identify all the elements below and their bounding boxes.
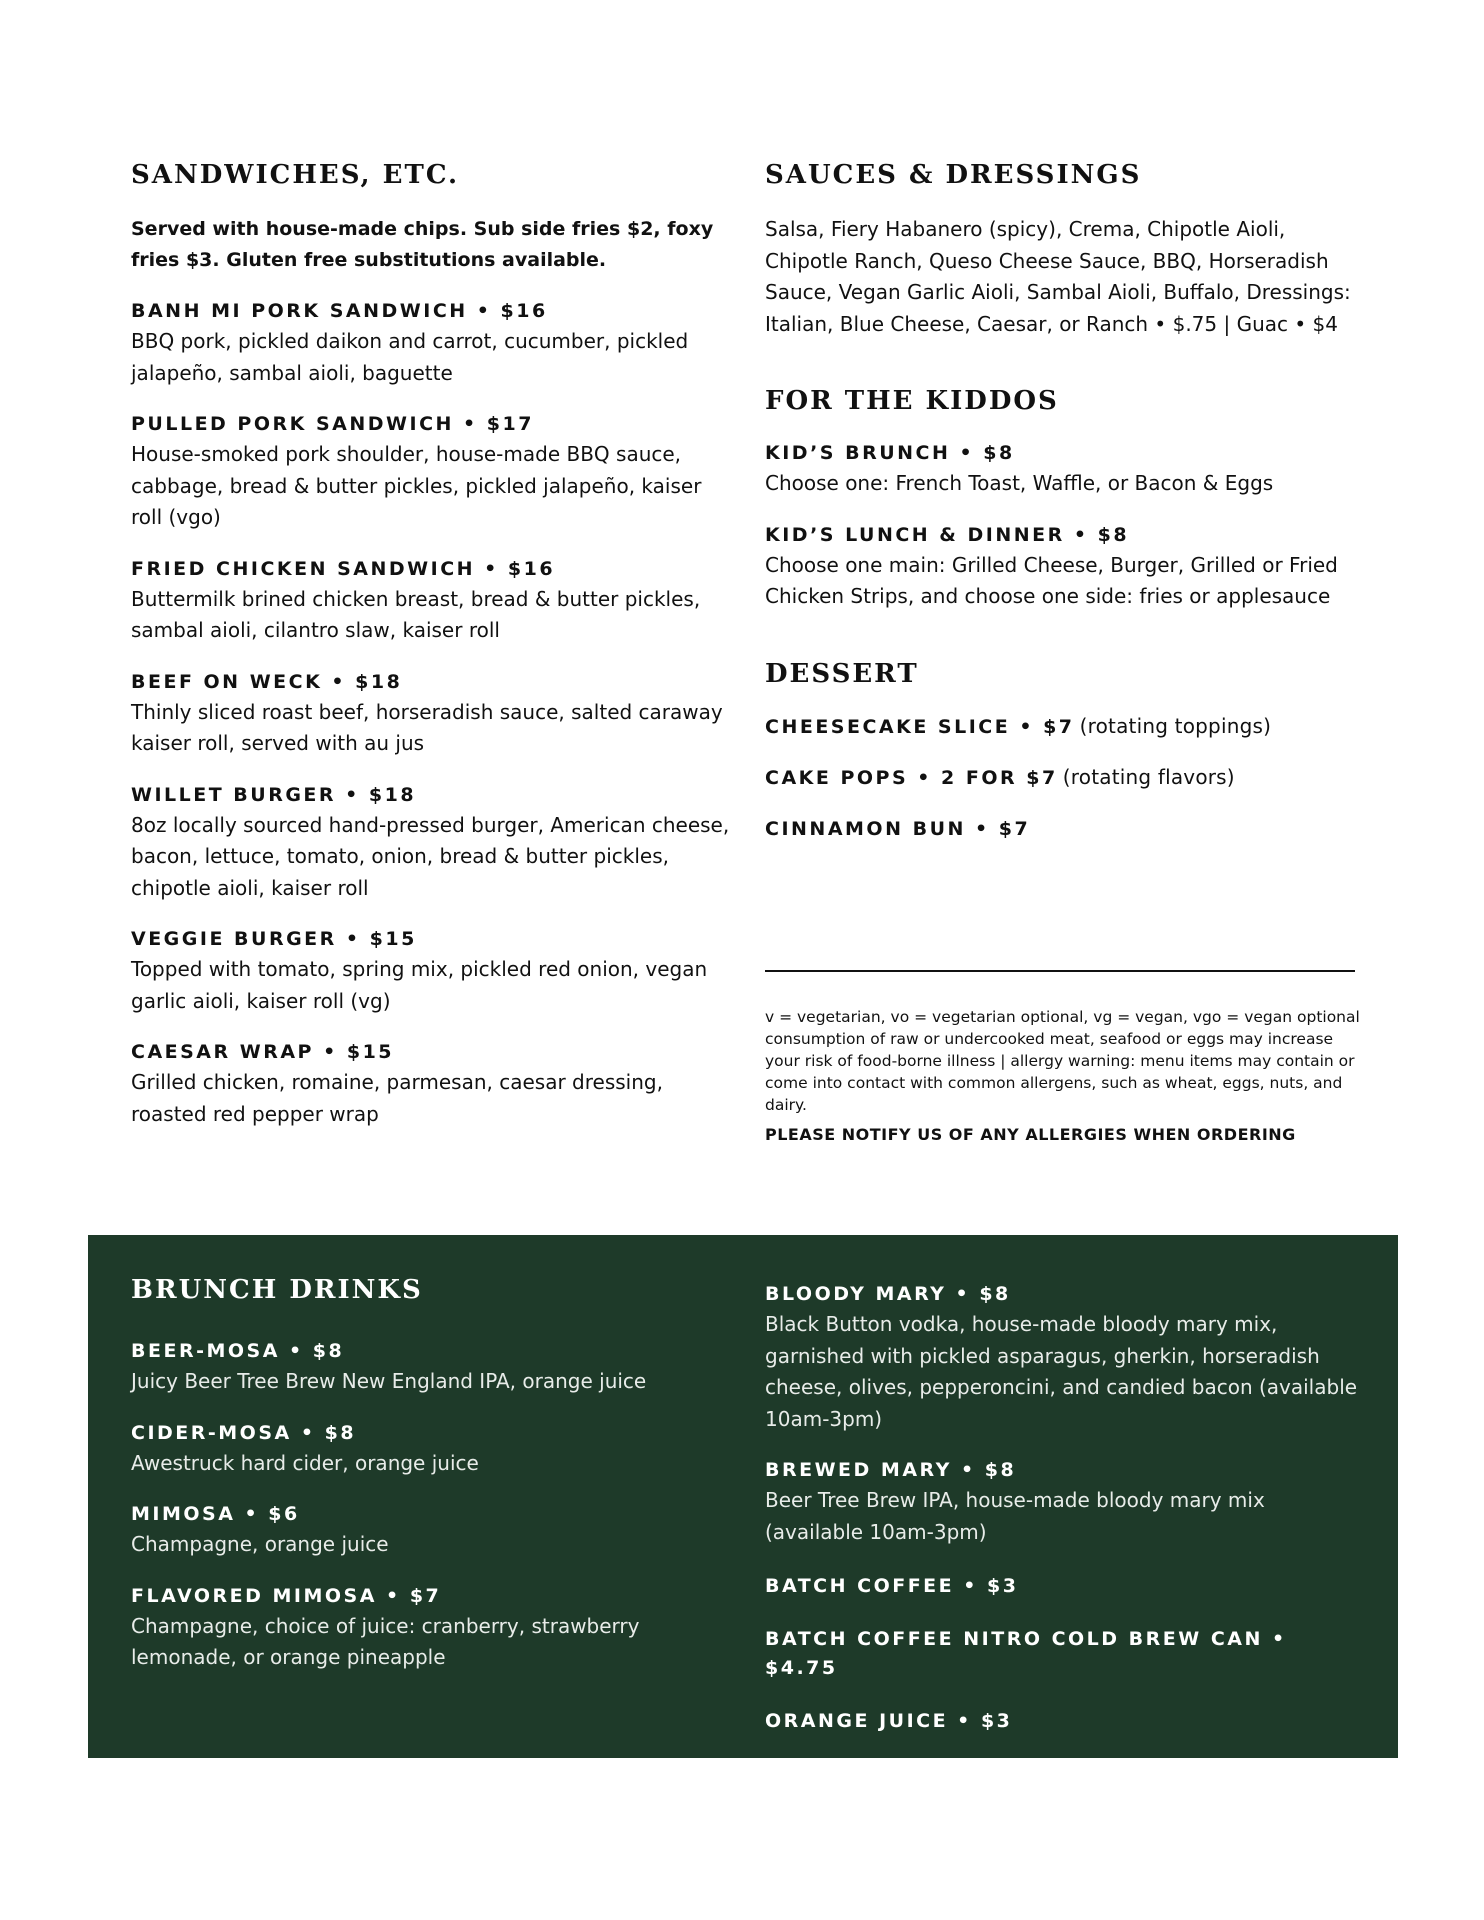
dessert-item — [765, 764, 1365, 793]
dessert-item-note: (rotating flavors) — [1062, 764, 1235, 789]
drink-item-title: CIDER-MOSA • $8 — [131, 1421, 357, 1444]
menu-item — [131, 410, 731, 534]
menu-item — [131, 668, 731, 760]
drinks-right-column — [765, 1280, 1365, 1736]
menu-item-title: VEGGIE BURGER • $15 — [131, 928, 417, 950]
dessert-item-title: CAKE POPS • 2 FOR $7 — [765, 766, 1058, 789]
menu-item-desc: Topped with tomato, spring mix, pickled red onion, vegan garlic aioli, kaiser roll (vg) — [131, 957, 708, 1013]
sandwiches-intro: Served with house-made chips. Sub side fries $2, foxy fries $3. Gluten free substitutions available. — [131, 218, 714, 271]
drink-item — [765, 1572, 1365, 1601]
drink-item — [131, 1500, 731, 1561]
drink-item — [765, 1707, 1365, 1736]
dessert-item-title: CHEESECAKE SLICE • $7 — [765, 715, 1075, 738]
menu-item-title: KID’S BRUNCH • $8 — [765, 442, 1015, 464]
menu-item-desc: BBQ pork, pickled daikon and carrot, cucumber, pickled jalapeño, sambal aioli, baguette — [131, 329, 689, 385]
brunch-drinks-panel — [88, 1235, 1398, 1758]
dessert-item-title: CINNAMON BUN • $7 — [765, 817, 1031, 840]
menu-item-title: BEEF ON WECK • $18 — [131, 670, 403, 693]
menu-item-title: KID’S LUNCH & DINNER • $8 — [765, 523, 1130, 546]
menu-item-desc: Thinly sliced roast beef, horseradish sauce, salted caraway kaiser roll, served with au jus — [131, 699, 723, 755]
sandwiches-title: SANDWICHES, ETC. — [131, 160, 460, 190]
drinks-left-column — [131, 1273, 731, 1674]
drink-item — [765, 1280, 1365, 1435]
menu-item — [765, 521, 1365, 613]
drink-item-title: MIMOSA • $6 — [131, 1503, 300, 1525]
menu-item — [131, 781, 731, 905]
dessert-title: DESSERT — [765, 658, 919, 689]
dessert-item-note: (rotating toppings) — [1079, 713, 1272, 738]
menu-item — [131, 555, 731, 647]
drink-item-title: ORANGE JUICE • $3 — [765, 1710, 1013, 1732]
sauces-text: Salsa, Fiery Habanero (spicy), Crema, Chipotle Aioli, Chipotle Ranch, Queso Cheese Sauce, BBQ, Horseradish Sauce, Vegan Garlic Aioli, Sambal Aioli, Buffalo, Dressings: Italian, Blue Cheese, Caesar, or Ranch • $.75 | Guac • $4 — [765, 217, 1351, 336]
dessert-item — [765, 815, 1365, 844]
divider — [765, 970, 1355, 972]
menu-item-title: CAESAR WRAP • $15 — [131, 1041, 395, 1063]
right-column — [765, 158, 1365, 1144]
drink-item — [765, 1456, 1365, 1548]
menu-item-desc: Choose one main: Grilled Cheese, Burger, Grilled or Fried Chicken Strips, and choose one side: fries or applesauce — [765, 552, 1338, 608]
drink-item-desc: Juicy Beer Tree Brew New England IPA, orange juice — [131, 1369, 647, 1393]
drinks-title: BRUNCH DRINKS — [131, 1275, 423, 1305]
menu-item-desc: House-smoked pork shoulder, house-made BBQ sauce, cabbage, bread & butter pickles, pickled jalapeño, kaiser roll (vgo) — [131, 442, 702, 529]
menu-item-title: FRIED CHICKEN SANDWICH • $16 — [131, 557, 556, 580]
menu-item — [765, 439, 1365, 500]
drink-item-desc: Awestruck hard cider, orange juice — [131, 1450, 479, 1475]
drink-item-title: BREWED MARY • $8 — [765, 1459, 1017, 1481]
dietary-legend: v = vegetarian, vo = vegetarian optional, vg = vegan, vgo = vegan optional consumption of raw or undercooked meat, seafood or eggs may increase your risk of food-borne illness | allergy warning: menu items may contain or come into contact with common allergens, such as wheat, eggs, nuts, and dairy. — [765, 1007, 1360, 1114]
drink-item-desc: Champagne, choice of juice: cranberry, strawberry lemonade, or orange pineapple — [131, 1613, 640, 1669]
sandwiches-section — [131, 158, 731, 1130]
drink-item-title: BATCH COFFEE • $3 — [765, 1575, 1019, 1597]
sauces-title: SAUCES & DRESSINGS — [765, 160, 1142, 190]
menu-item — [131, 297, 731, 389]
dessert-item — [765, 713, 1365, 742]
drink-item — [131, 1582, 731, 1674]
drink-item — [131, 1337, 731, 1398]
drink-item-title: BATCH COFFEE NITRO COLD BREW CAN • $4.75 — [765, 1628, 1287, 1679]
drink-item-desc: Beer Tree Brew IPA, house-made bloody mary mix (available 10am-3pm) — [765, 1488, 1265, 1544]
drink-item — [131, 1419, 731, 1480]
menu-item-desc: 8oz locally sourced hand-pressed burger, American cheese, bacon, lettuce, tomato, onion, bread & butter pickles, chipotle aioli, kaiser roll — [131, 812, 730, 900]
kiddos-title: FOR THE KIDDOS — [765, 386, 1059, 416]
drink-item-desc: Champagne, orange juice — [131, 1532, 389, 1556]
menu-item-desc: Choose one: French Toast, Waffle, or Bacon & Eggs — [765, 471, 1274, 495]
menu-item-title: WILLET BURGER • $18 — [131, 783, 417, 806]
drink-item-desc: Black Button vodka, house-made bloody mary mix, garnished with pickled asparagus, gherkin, horseradish cheese, olives, pepperoncini, and candied bacon (available 10am-3pm) — [765, 1312, 1358, 1431]
menu-item-title: PULLED PORK SANDWICH • $17 — [131, 413, 534, 435]
allergy-notice: PLEASE NOTIFY US OF ANY ALLERGIES WHEN ORDERING — [765, 1124, 1296, 1144]
drink-item-title: FLAVORED MIMOSA • $7 — [131, 1584, 442, 1607]
menu-item — [131, 925, 731, 1017]
drink-item-title: BEER-MOSA • $8 — [131, 1340, 345, 1362]
menu-item-desc: Grilled chicken, romaine, parmesan, caesar dressing, roasted red pepper wrap — [131, 1070, 663, 1126]
menu-item-title: BANH MI PORK SANDWICH • $16 — [131, 300, 548, 322]
drink-item-title: BLOODY MARY • $8 — [765, 1283, 1011, 1305]
menu-item-desc: Buttermilk brined chicken breast, bread & butter pickles, sambal aioli, cilantro slaw, kaiser roll — [131, 586, 701, 642]
menu-item — [131, 1038, 731, 1130]
drink-item — [765, 1625, 1365, 1683]
